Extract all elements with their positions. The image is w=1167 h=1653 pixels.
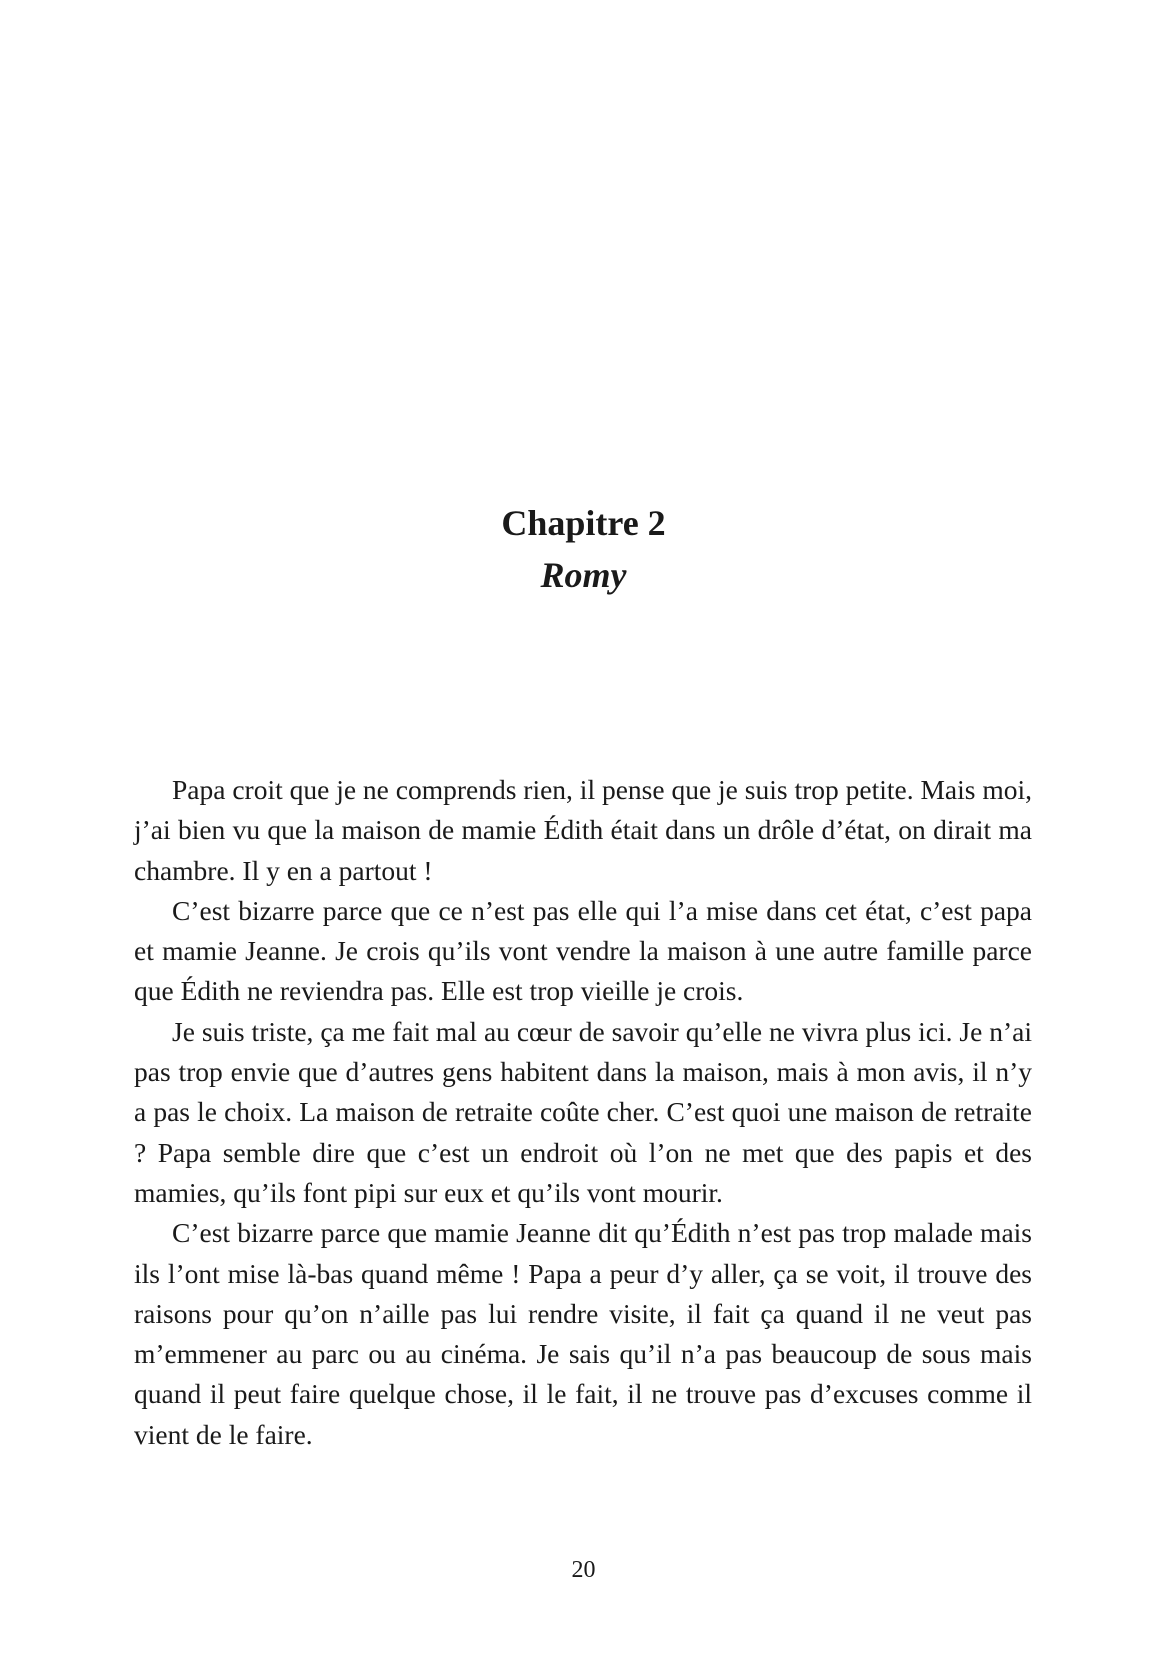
chapter-title: Chapitre 2 xyxy=(501,503,666,543)
paragraph: C’est bizarre parce que ce n’est pas elle qui l’a mise dans cet état, c’est papa et mamie Jeanne. Je crois qu’ils vont vendre la maison à une autre famille parce que Édith ne reviendra pas. Elle est trop vieille je crois. xyxy=(134,894,1032,1007)
paragraph: Je suis triste, ça me fait mal au cœur de savoir qu’elle ne vivra plus ici. Je n’ai pas trop envie que d’autres gens habitent dans la maison, mais à mon avis, il n’y a pas le choix. La maison de retraite coûte cher. C’est quoi une maison de retraite ? Papa semble dire que c’est un endroit où l’on ne met que des papis et des mamies, qu’ils font pipi sur eux et qu’ils vont mourir. xyxy=(134,1015,1032,1208)
page-number: 20 xyxy=(571,1557,596,1583)
chapter-heading xyxy=(0,500,1167,598)
chapter-body xyxy=(134,770,1032,1455)
paragraph: C’est bizarre parce que mamie Jeanne dit qu’Édith n’est pas trop malade mais ils l’ont mise là-bas quand même ! Papa a peur d’y aller, ça se voit, il trouve des raisons pour qu’on n’aille pas lui rendre visite, il fait ça quand il ne veut pas m’emmener au parc ou au cinéma. Je sais qu’il n’a pas beaucoup de sous mais quand il peut faire quelque chose, il le fait, il ne trouve pas d’excuses comme il vient de le faire. xyxy=(134,1217,1032,1450)
chapter-subtitle: Romy xyxy=(540,555,627,595)
paragraph: Papa croit que je ne comprends rien, il pense que je suis trop petite. Mais moi, j’ai bien vu que la maison de mamie Édith était dans un drôle d’état, on dirait ma chambre. Il y en a partout ! xyxy=(134,774,1032,886)
